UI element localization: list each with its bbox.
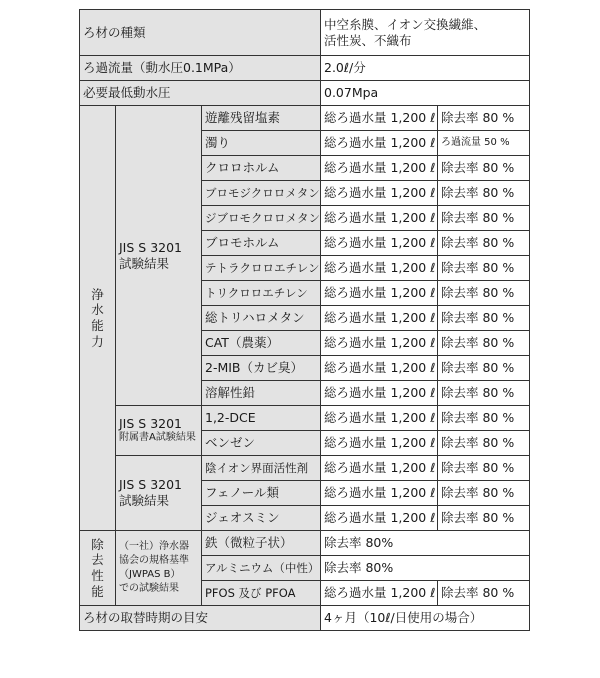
substance-cell: アルミニウム（中性） — [202, 556, 321, 581]
rate-cell: 除去率 80 % — [438, 581, 530, 606]
rate-cell: 除去率 80 % — [438, 431, 530, 456]
substance-cell: ブロモホルム — [202, 231, 321, 256]
rate-cell: 除去率 80 % — [438, 106, 530, 131]
volume-cell: 総ろ過水量 1,200 ℓ — [321, 131, 438, 156]
rate-cell: 除去率 80 % — [438, 506, 530, 531]
rate-cell: 除去率 80 % — [438, 456, 530, 481]
volume-cell: 総ろ過水量 1,200 ℓ — [321, 331, 438, 356]
substance-cell: ベンゼン — [202, 431, 321, 456]
substance-cell: 濁り — [202, 131, 321, 156]
group3-standard-label: JIS S 3201 試験結果 — [116, 456, 202, 531]
rate-cell: 除去率 80 % — [438, 206, 530, 231]
volume-cell: 総ろ過水量 1,200 ℓ — [321, 256, 438, 281]
volume-cell: 総ろ過水量 1,200 ℓ — [321, 356, 438, 381]
table-row — [80, 531, 530, 556]
group1-standard-label: JIS S 3201 試験結果 — [116, 106, 202, 406]
replacement-value: 4ヶ月（10ℓ/日使用の場合） — [321, 606, 530, 631]
table-row — [80, 456, 530, 481]
rate-cell: 除去率 80 % — [438, 281, 530, 306]
volume-cell: 総ろ過水量 1,200 ℓ — [321, 156, 438, 181]
rate-cell: 除去率 80 % — [438, 331, 530, 356]
substance-cell: ブロモジクロロメタン — [202, 181, 321, 206]
substance-cell: 鉄（微粒子状） — [202, 531, 321, 556]
volume-cell: 総ろ過水量 1,200 ℓ — [321, 106, 438, 131]
substance-cell: トリクロロエチレン — [202, 281, 321, 306]
filter-media-value-line2: 活性炭、不織布 — [324, 32, 412, 48]
min-pressure-row — [80, 81, 530, 106]
substance-cell: クロロホルム — [202, 156, 321, 181]
spec-table — [79, 9, 530, 631]
removal-value-cell: 除去率 80% — [321, 531, 530, 556]
substance-cell: 1,2-DCE — [202, 406, 321, 431]
table-row — [80, 406, 530, 431]
removal-category-label: 除 去 性 能 — [80, 531, 116, 606]
replacement-label: ろ材の取替時期の目安 — [80, 606, 321, 631]
table-row — [80, 106, 530, 131]
flow-rate-value: 2.0ℓ/分 — [321, 56, 530, 81]
volume-cell: 総ろ過水量 1,200 ℓ — [321, 581, 438, 606]
volume-cell: 総ろ過水量 1,200 ℓ — [321, 481, 438, 506]
substance-cell: CAT（農薬） — [202, 331, 321, 356]
min-pressure-label: 必要最低動水圧 — [80, 81, 321, 106]
rate-cell: 除去率 80 % — [438, 181, 530, 206]
substance-cell: フェノール類 — [202, 481, 321, 506]
substance-cell: ジブロモクロロメタン — [202, 206, 321, 231]
substance-cell: 遊離残留塩素 — [202, 106, 321, 131]
rate-cell: 除去率 80 % — [438, 406, 530, 431]
group2-standard-label: JIS S 3201 附属書A試験結果 — [116, 406, 202, 456]
replacement-row — [80, 606, 530, 631]
substance-cell: ジェオスミン — [202, 506, 321, 531]
removal-standard-label: （一社）浄水器 協会の規格基準 （JWPAS B） での試験結果 — [116, 531, 202, 606]
filter-media-row — [80, 10, 530, 56]
filter-media-value-line1: 中空糸膜、イオン交換繊維、 — [324, 16, 487, 32]
substance-cell: 溶解性鉛 — [202, 381, 321, 406]
volume-cell: 総ろ過水量 1,200 ℓ — [321, 181, 438, 206]
volume-cell: 総ろ過水量 1,200 ℓ — [321, 306, 438, 331]
substance-cell: 総トリハロメタン — [202, 306, 321, 331]
removal-value-cell: 除去率 80% — [321, 556, 530, 581]
volume-cell: 総ろ過水量 1,200 ℓ — [321, 206, 438, 231]
rate-cell: 除去率 80 % — [438, 256, 530, 281]
filter-media-value — [321, 10, 530, 56]
volume-cell: 総ろ過水量 1,200 ℓ — [321, 431, 438, 456]
rate-cell: ろ過流量 50 % — [438, 131, 530, 156]
min-pressure-value: 0.07Mpa — [321, 81, 530, 106]
flow-rate-row — [80, 56, 530, 81]
purification-category-label: 浄 水 能 力 — [80, 106, 116, 531]
volume-cell: 総ろ過水量 1,200 ℓ — [321, 381, 438, 406]
volume-cell: 総ろ過水量 1,200 ℓ — [321, 456, 438, 481]
volume-cell: 総ろ過水量 1,200 ℓ — [321, 506, 438, 531]
rate-cell: 除去率 80 % — [438, 156, 530, 181]
filter-media-label: ろ材の種類 — [80, 10, 321, 56]
rate-cell: 除去率 80 % — [438, 306, 530, 331]
substance-cell: PFOS 及び PFOA — [202, 581, 321, 606]
substance-cell: 陰イオン界面活性剤 — [202, 456, 321, 481]
rate-cell: 除去率 80 % — [438, 356, 530, 381]
volume-cell: 総ろ過水量 1,200 ℓ — [321, 406, 438, 431]
rate-cell: 除去率 80 % — [438, 381, 530, 406]
flow-rate-label: ろ過流量（動水圧0.1MPa） — [80, 56, 321, 81]
substance-cell: 2-MIB（カビ臭） — [202, 356, 321, 381]
volume-cell: 総ろ過水量 1,200 ℓ — [321, 281, 438, 306]
rate-cell: 除去率 80 % — [438, 231, 530, 256]
substance-cell: テトラクロロエチレン — [202, 256, 321, 281]
rate-cell: 除去率 80 % — [438, 481, 530, 506]
volume-cell: 総ろ過水量 1,200 ℓ — [321, 231, 438, 256]
